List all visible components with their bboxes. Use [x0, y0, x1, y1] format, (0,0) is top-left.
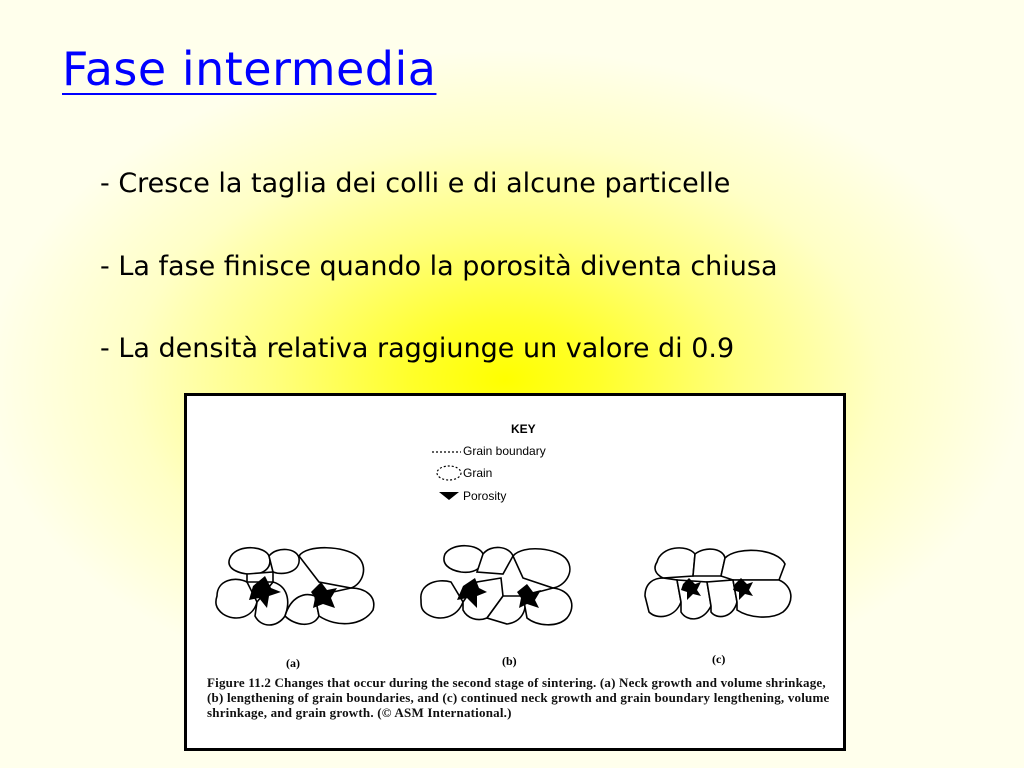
key-grain-boundary: Grain boundary	[463, 444, 546, 458]
sintering-figure	[184, 393, 846, 751]
key-title: KEY	[511, 422, 536, 436]
figure-caption: Figure 11.2 Changes that occur during the second stage of sintering. (a) Neck growth and volume shrinkage, (b) lengthening of grain boundaries, and (c) continued neck growth and grain boundary lengthening, volume shrinkage, and grain growth. (© ASM International.)	[207, 675, 830, 720]
subfigure-label-c: (c)	[712, 652, 726, 666]
bullet-relative-density: - La densità relativa raggiunge un valore di 0.9	[100, 333, 735, 364]
cluster-a	[216, 548, 374, 625]
key-porosity: Porosity	[463, 489, 507, 503]
key-grain: Grain	[463, 466, 493, 480]
grain-key-icon	[437, 466, 461, 480]
slide-title: Fase intermedia	[62, 42, 437, 96]
subfigure-label-a: (a)	[286, 656, 300, 670]
bullet-closed-porosity: - La fase finisce quando la porosità diventa chiusa	[100, 251, 778, 282]
subfigure-label-b: (b)	[502, 654, 517, 668]
bullet-neck-growth: - Cresce la taglia dei colli e di alcune particelle	[100, 168, 731, 199]
cluster-c	[645, 548, 791, 619]
porosity-key-icon	[439, 492, 459, 500]
cluster-b	[421, 546, 572, 625]
